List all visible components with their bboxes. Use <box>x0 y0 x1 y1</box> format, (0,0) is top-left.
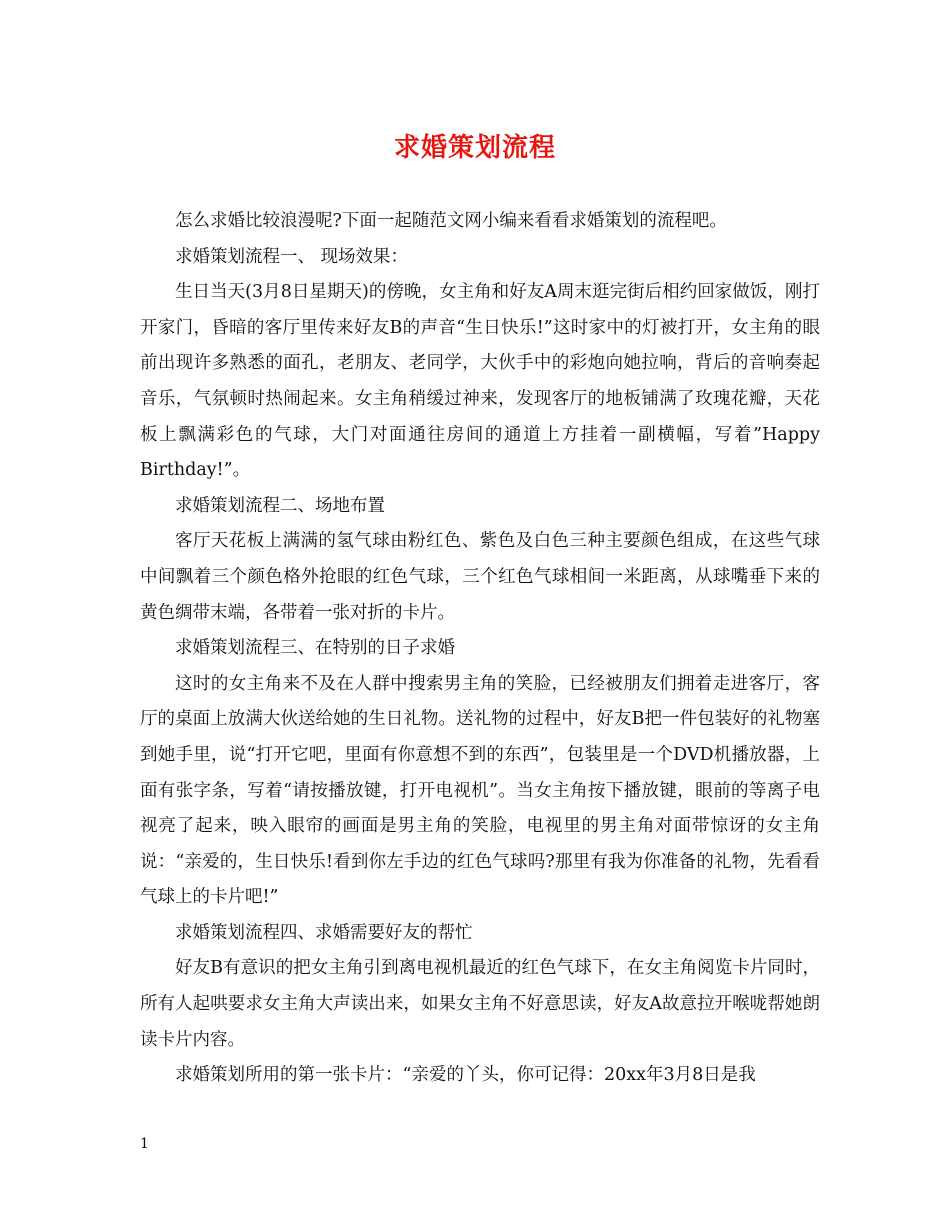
page-title: 求婚策划流程 <box>393 133 556 163</box>
page-number: 1 <box>140 1136 149 1152</box>
section-paragraph-1: 生日当天(3月8日星期天)的傍晚，女主角和好友A周末逛完街后相约回家做饭，刚打开家门，昏暗的客厅里传来好友B的声音“生日快乐!”这时家中的灯被打开，女主角的眼前出现许多熟悉的面孔，老朋友、老同学，大伙手中的彩炮向她拉响，背后的音响奏起音乐，气氛顿时热闹起来。女主角稍缓过神来，发现客厅的地板铺满了玫瑰花瓣，天花板上飘满彩色的气球，大门对面通往房间的通道上方挂着一副横幅，写着”Happy Birthday!”。 <box>140 282 820 481</box>
section-paragraph-2: 客厅天花板上满满的氢气球由粉红色、紫色及白色三种主要颜色组成，在这些气球中间飘着三个颜色格外抢眼的红色气球，三个红色气球相间一米距离，从球嘴垂下来的黄色绸带末端，各带着一张对折的卡片。 <box>140 531 820 623</box>
document-body <box>140 204 820 1094</box>
section-paragraph-4: 好友B有意识的把女主角引到离电视机最近的红色气球下，在女主角阅览卡片同时，所有人起哄要求女主角大声读出来，如果女主角不好意思读，好友A故意拉开喉咙帮她朗读卡片内容。 <box>140 958 820 1050</box>
section-heading-4: 求婚策划流程四、求婚需要好友的帮忙 <box>175 922 473 943</box>
intro-paragraph: 怎么求婚比较浪漫呢?下面一起随范文网小编来看看求婚策划的流程吧。 <box>175 211 727 231</box>
section-paragraph-3: 这时的女主角来不及在人群中搜索男主角的笑脸，已经被朋友们拥着走进客厅，客厅的桌面上放满大伙送给她的生日礼物。送礼物的过程中，好友B把一件包装好的礼物塞到她手里，说“打开它吧，里面有你意想不到的东西”，包装里是一个DVD机播放器，上面有张字条，写着“请按播放键，打开电视机”。当女主角按下播放键，眼前的等离子电视亮了起来，映入眼帘的画面是男主角的笑脸，电视里的男主角对面带惊讶的女主角说：“亲爱的，生日快乐!看到你左手边的红色气球吗?那里有我为你准备的礼物，先看看气球上的卡片吧!” <box>140 673 820 908</box>
section-heading-1: 求婚策划流程一、 现场效果： <box>175 246 409 267</box>
section-heading-3: 求婚策划流程三、在特别的日子求婚 <box>175 638 455 659</box>
card-paragraph: 求婚策划所用的第一张卡片：“亲爱的丫头，你可记得：20xx年3月8日是我 <box>175 1065 756 1086</box>
section-heading-2: 求婚策划流程二、场地布置 <box>175 495 385 516</box>
